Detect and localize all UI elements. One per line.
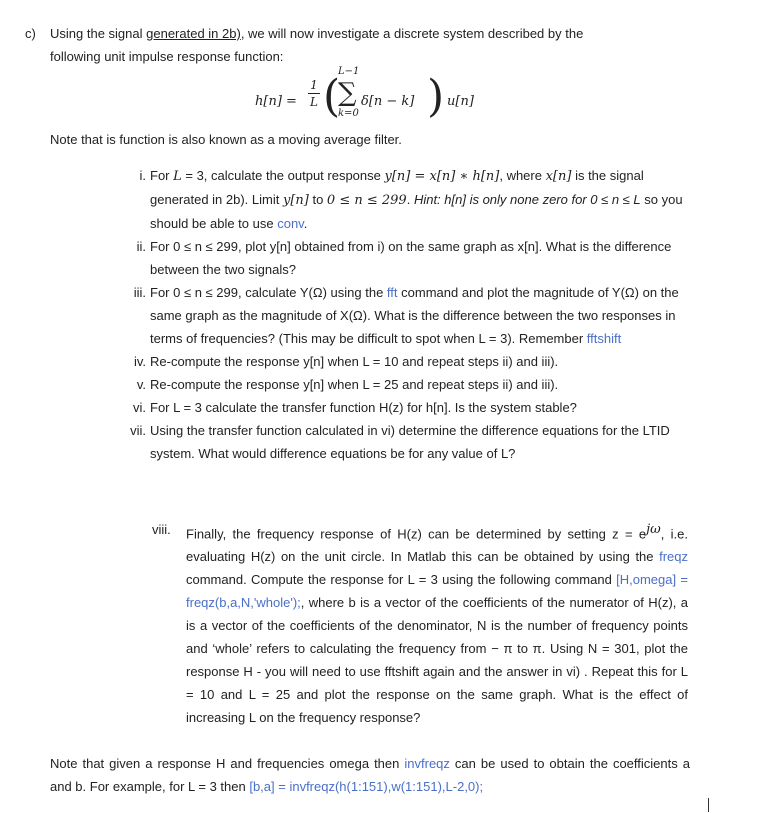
item-number: iii.: [133, 285, 146, 300]
code-invfreqz-example: [b,a] = invfreqz(h(1:151),w(1:151),L-2,0);: [249, 779, 484, 794]
item-text: For 0 ≤ n ≤ 299, plot y[n] obtained from i) on the same graph as x[n]. What is the difference between the two signals?: [150, 239, 672, 277]
code-fft: fft: [386, 285, 398, 300]
intro-line2: following unit impulse response function:: [50, 49, 284, 64]
item-text: For L = 3 calculate the transfer function H(z) for h[n]. Is the system stable?: [150, 400, 577, 415]
fraction-numerator: 1: [310, 78, 318, 92]
item-number: i.: [139, 168, 146, 183]
list-item: [120, 235, 690, 281]
code-invfreqz: invfreqz: [404, 756, 450, 771]
sum-lower-limit: k=0: [338, 108, 359, 119]
code-freqz: freqz: [659, 549, 688, 565]
formula-body: δ[n − k]: [361, 94, 415, 109]
exponent: jω: [646, 522, 661, 537]
list-item: [120, 419, 690, 465]
list-item: [120, 373, 690, 396]
item-number: iv.: [133, 354, 146, 369]
text-cursor: [708, 798, 709, 812]
item-text: Re-compute the response y[n] when L = 25 and repeat steps ii) and iii).: [150, 377, 559, 392]
list-item: [120, 164, 690, 235]
list-item: [120, 396, 690, 419]
right-paren: ): [427, 71, 445, 122]
item-number: vii.: [130, 423, 146, 438]
item-text: For L = 3, calculate the output response y[n] = x[n] ∗ h[n], where x[n] is the signal generated in 2b). Limit y[n] to 0 ≤ n ≤ 299. Hint: h[n] is only none zero for 0 ≤ n ≤ L so you should be able to use conv.: [150, 168, 683, 231]
item-number: vi.: [133, 400, 146, 415]
question-intro: [25, 22, 705, 68]
intro-link-2b[interactable]: generated in 2b): [146, 26, 241, 41]
impulse-response-formula: [255, 66, 555, 132]
left-paren: (: [323, 71, 341, 122]
item-number: ii.: [136, 239, 146, 254]
sub-question-list: [120, 164, 690, 465]
formula-lhs: h[n] =: [255, 94, 297, 109]
code-conv: conv: [277, 216, 304, 231]
intro-line1-a: Using the signal: [50, 26, 147, 41]
code-fftshift: fftshift: [586, 331, 622, 346]
intro-line1-b: , we will now investigate a discrete system described by the: [240, 26, 584, 41]
list-item: [120, 350, 690, 373]
item-number: viii.: [152, 522, 171, 537]
question-label: c): [25, 26, 36, 41]
sum-symbol: ∑: [338, 78, 357, 108]
fraction-bar: [308, 93, 320, 94]
list-item: [120, 281, 690, 350]
item-number: v.: [136, 377, 146, 392]
formula-tail: u[n]: [447, 94, 474, 109]
item-text: Using the transfer function calculated in vi) determine the difference equations for the LTID system. What would difference equations be for any value of L?: [150, 423, 670, 461]
code-freqz-command: [H,omega] = freqz(b,a,N,'whole');: [186, 572, 688, 611]
item-text: For 0 ≤ n ≤ 299, calculate Y(Ω) using the fft command and plot the magnitude of Y(Ω) on the same graph as the magnitude of X(Ω). What is the difference between the two responses in terms of frequencies? (This may be difficult to spot when L = 3). Remember fftshift: [150, 285, 679, 346]
fraction-denominator: L: [310, 95, 318, 109]
note-invfreqz: Note that given a response H and frequencies omega then invfreqz can be used to obtain the coefficients a and b. For example, for L = 3 then [b,a] = invfreqz(h(1:151),w(1:151),L-2,0);: [50, 756, 690, 794]
item-text: Finally, the frequency response of H(z) can be determined by setting $z = e^{j\omega}$, i.e. evaluating H(z) on the unit circle. In Matlab this can be obtained by using the freqz command. Compute the response for L = 3 using the following command [H,omega] = freqz(b,a,N,'whole');, where b is a vector of the coefficients of the numerator of H(z), a is a vector of the coefficients of the denominator, N is the number of frequency points and ‘whole’ refers to calculating the frequency from − π to π. Using N = 301, plot the response H - you will need to use fftshift again and the answer in vi) . Repeat this for L = 10 and L = 25 and plot the response on the same graph. What is the effect of increasing L on the frequency response?: [186, 522, 688, 726]
formula-fraction: [308, 78, 320, 109]
sum-upper-limit: L−1: [338, 66, 360, 77]
item-text: Re-compute the response y[n] when L = 10 and repeat steps ii) and iii).: [150, 354, 559, 369]
sub-question-viii: [152, 518, 688, 729]
note-moving-average: Note that is function is also known as a moving average filter.: [50, 132, 402, 147]
